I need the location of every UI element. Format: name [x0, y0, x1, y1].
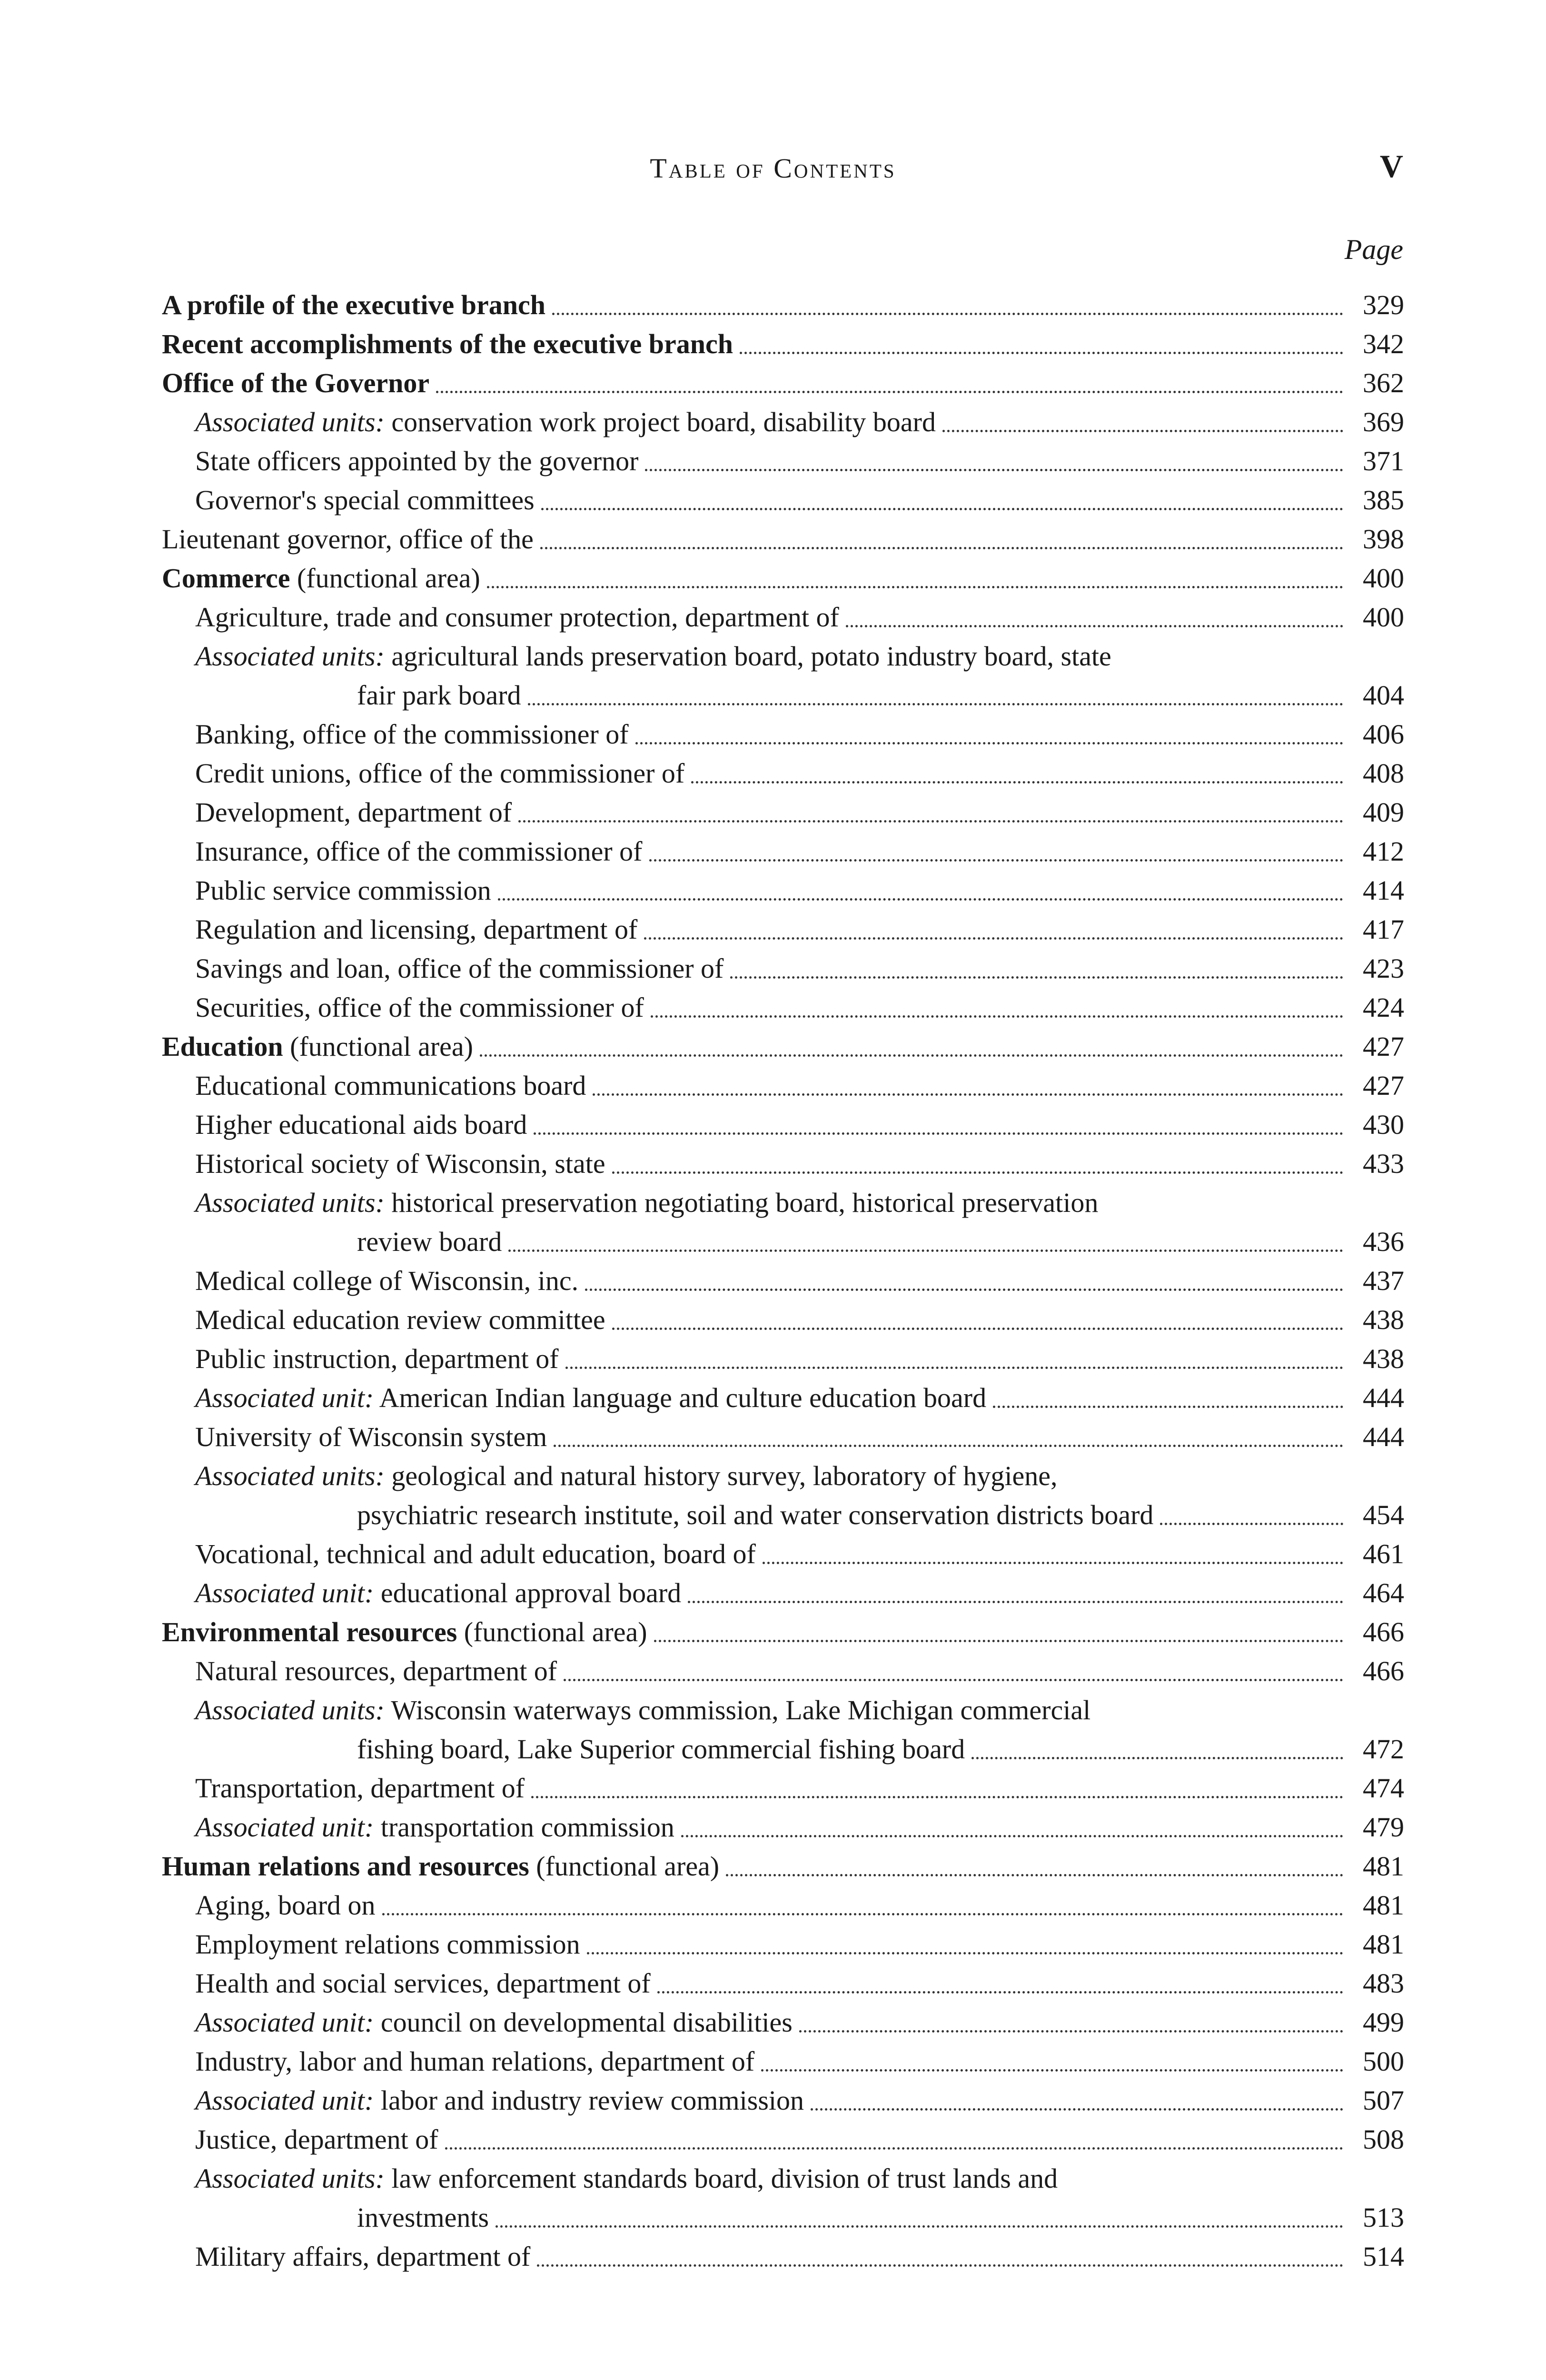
entry-label: [195, 442, 638, 481]
toc-entry: [162, 286, 1404, 325]
entry-text: Agriculture, trade and consumer protection, department of: [195, 602, 839, 633]
entry-page-number: 408: [1363, 758, 1404, 789]
entry-text: Public service commission: [195, 875, 491, 906]
entry-label: [195, 1964, 651, 2003]
entry-heading: Commerce: [162, 563, 290, 594]
entry-associated-label: Associated units:: [195, 1695, 385, 1726]
dot-leader: [541, 508, 1343, 510]
dot-leader: [552, 313, 1343, 315]
entry-associated-label: Associated units:: [195, 1460, 385, 1491]
dot-leader: [761, 2069, 1343, 2072]
dot-leader: [649, 859, 1344, 862]
entry-page-number: 417: [1363, 914, 1404, 945]
entry-label: [195, 1418, 547, 1457]
entry-page-number: 474: [1363, 1773, 1404, 1804]
toc-entry: [162, 832, 1404, 871]
dot-leader: [763, 1562, 1343, 1564]
entry-continuation-line: [195, 1222, 1404, 1261]
entry-label: [195, 1300, 605, 1339]
entry-first-line: [195, 1183, 1404, 1222]
entry-page-number: 400: [1363, 602, 1404, 633]
entry-text: American Indian language and culture education board: [374, 1382, 987, 1413]
toc-entry: [162, 1300, 1404, 1339]
entry-label: [195, 2003, 793, 2042]
entry-label: [195, 910, 637, 949]
entry-page-number: 412: [1363, 836, 1404, 867]
entry-label: [195, 2081, 804, 2120]
entry-page-number: 438: [1363, 1304, 1404, 1335]
dot-leader: [645, 469, 1343, 471]
entry-text: Historical society of Wisconsin, state: [195, 1148, 605, 1179]
dot-leader: [537, 2264, 1343, 2267]
dot-leader: [565, 1367, 1343, 1369]
dot-leader: [644, 937, 1343, 940]
entry-label: [195, 1144, 605, 1183]
page-column-label: Page: [1344, 234, 1403, 265]
entry-page-number: 481: [1363, 1890, 1404, 1921]
entry-page-number: 454: [1363, 1499, 1404, 1530]
entry-label: [195, 1886, 376, 1925]
dot-leader: [445, 2147, 1343, 2150]
page-header: [0, 148, 1546, 200]
dot-leader: [585, 1289, 1343, 1291]
entry-label: [195, 1066, 586, 1105]
entry-heading: Human relations and resources: [162, 1851, 529, 1882]
entry-label: [195, 1925, 580, 1964]
entry-page-number: 414: [1363, 875, 1404, 906]
dot-leader: [564, 1679, 1343, 1681]
entry-associated-label: Associated unit:: [195, 2085, 374, 2116]
entry-continuation-line: [195, 676, 1404, 715]
entry-text: geological and natural history survey, laboratory of hygiene,: [384, 1460, 1058, 1491]
entry-text: Justice, department of: [195, 2124, 438, 2155]
entry-text: Higher educational aids board: [195, 1109, 527, 1140]
dot-leader: [799, 2030, 1343, 2033]
entry-label: [162, 325, 733, 364]
entry-continuation: investments: [357, 2202, 489, 2233]
toc-entry: [162, 1183, 1404, 1261]
dot-leader: [508, 1250, 1343, 1252]
entry-label: [195, 871, 491, 910]
toc-entry: [162, 442, 1404, 481]
entry-associated-label: Associated units:: [195, 2163, 385, 2194]
dot-leader: [593, 1093, 1343, 1096]
toc-entry: [162, 1808, 1404, 1847]
toc-entry: [162, 403, 1404, 442]
toc-entry: [162, 1261, 1404, 1300]
toc-entry: [162, 910, 1404, 949]
entry-page-number: 513: [1363, 2202, 1404, 2233]
entry-text: Medical education review committee: [195, 1304, 605, 1335]
entry-label: [195, 1535, 756, 1574]
dot-leader: [740, 352, 1343, 354]
entry-text: transportation commission: [374, 1812, 674, 1843]
entry-label: [195, 988, 644, 1027]
dot-leader: [942, 430, 1343, 432]
entry-associated-label: Associated units:: [195, 1187, 385, 1218]
entry-page-number: 427: [1363, 1031, 1404, 1062]
entry-text: council on developmental disabilities: [374, 2007, 793, 2038]
entry-label: [162, 1847, 719, 1886]
entry-page-number: 466: [1363, 1616, 1404, 1647]
toc-entry: [162, 1847, 1404, 1886]
toc-entry: [162, 559, 1404, 598]
entry-label: [195, 1574, 681, 1613]
entry-page-number: 369: [1363, 407, 1404, 437]
entry-label: [195, 1339, 559, 1378]
entry-text: Insurance, office of the commissioner of: [195, 836, 643, 867]
dot-leader: [436, 391, 1343, 393]
entry-text: (functional area): [290, 563, 480, 594]
entry-label: [195, 1808, 674, 1847]
entry-label: [195, 641, 1111, 672]
entry-label: [195, 403, 936, 442]
entry-page-number: 514: [1363, 2241, 1404, 2272]
entry-text: Employment relations commission: [195, 1929, 580, 1960]
toc-entry: [162, 2237, 1404, 2276]
entry-text: Educational communications board: [195, 1070, 586, 1101]
entry-page-number: 424: [1363, 992, 1404, 1023]
dot-leader: [730, 976, 1343, 979]
entry-continuation: review board: [357, 1226, 502, 1257]
dot-leader: [993, 1406, 1343, 1408]
entry-page-number: 400: [1363, 563, 1404, 594]
entry-text: (functional area): [529, 1851, 720, 1882]
entry-text: University of Wisconsin system: [195, 1421, 547, 1452]
entry-label: [195, 715, 629, 754]
entry-first-line: [195, 637, 1404, 676]
entry-associated-label: Associated unit:: [195, 1577, 374, 1608]
toc-entry: [162, 1613, 1404, 1652]
dot-leader: [496, 2225, 1343, 2228]
entry-text: (functional area): [457, 1616, 647, 1647]
dot-leader: [691, 781, 1343, 783]
entry-page-number: 385: [1363, 485, 1404, 516]
toc-entry: [162, 988, 1404, 1027]
entry-page-number: 464: [1363, 1577, 1404, 1608]
toc-entry: [162, 1066, 1404, 1105]
entry-page-number: 507: [1363, 2085, 1404, 2116]
dot-leader: [540, 547, 1343, 549]
dot-leader: [528, 703, 1343, 705]
toc-entry: [162, 1652, 1404, 1691]
entry-label: [195, 832, 643, 871]
entry-page-number: 329: [1363, 289, 1404, 320]
entry-label: [162, 520, 534, 559]
entry-page-number: 404: [1363, 680, 1404, 711]
entry-associated-label: Associated unit:: [195, 1812, 374, 1843]
entry-text: Governor's special committees: [195, 485, 535, 516]
entry-text: agricultural lands preservation board, potato industry board, state: [384, 641, 1111, 672]
dot-leader: [846, 625, 1343, 627]
entry-page-number: 472: [1363, 1734, 1404, 1765]
entry-page-number: 461: [1363, 1538, 1404, 1569]
dot-leader: [498, 898, 1343, 901]
entry-label: [195, 2237, 530, 2276]
entry-heading: Education: [162, 1031, 283, 1062]
toc-entry: [162, 2042, 1404, 2081]
entry-page-number: 430: [1363, 1109, 1404, 1140]
entry-label: [195, 2163, 1058, 2194]
entry-label: [195, 1187, 1098, 1218]
dot-leader: [612, 1171, 1343, 1174]
entry-page-number: 479: [1363, 1812, 1404, 1843]
dot-leader: [1160, 1523, 1343, 1525]
toc-entry: [162, 1105, 1404, 1144]
toc-entry: [162, 1964, 1404, 2003]
toc-entry: [162, 1339, 1404, 1378]
entry-page-number: 436: [1363, 1226, 1404, 1257]
entry-page-number: 508: [1363, 2124, 1404, 2155]
toc-entry: [162, 598, 1404, 637]
entry-label: [195, 754, 684, 793]
toc-entry: [162, 1886, 1404, 1925]
toc-entry: [162, 793, 1404, 832]
entry-label: [195, 598, 839, 637]
dot-leader: [480, 1054, 1343, 1057]
entry-page-number: 437: [1363, 1265, 1404, 1296]
dot-leader: [651, 1015, 1343, 1018]
entry-text: Lieutenant governor, office of the: [162, 524, 534, 555]
entry-text: Vocational, technical and adult education, board of: [195, 1538, 756, 1569]
toc-entry: [162, 637, 1404, 715]
toc-entry: [162, 715, 1404, 754]
entry-page-number: 433: [1363, 1148, 1404, 1179]
toc-entry: [162, 949, 1404, 988]
entry-continuation: psychiatric research institute, soil and water conservation districts board: [357, 1499, 1154, 1530]
dot-leader: [688, 1601, 1343, 1603]
entry-associated-label: Associated unit:: [195, 2007, 374, 2038]
toc-entry: [162, 364, 1404, 403]
entry-page-number: 342: [1363, 328, 1404, 359]
toc-entry: [162, 325, 1404, 364]
running-title: Table of Contents: [650, 153, 896, 184]
entry-text: labor and industry review commission: [374, 2085, 804, 2116]
entry-text: Regulation and licensing, department of: [195, 914, 638, 945]
toc-entry: [162, 1027, 1404, 1066]
dot-leader: [487, 586, 1343, 588]
entry-continuation-line: [195, 2198, 1404, 2237]
dot-leader: [726, 1874, 1343, 1876]
entry-page-number: 481: [1363, 1929, 1404, 1960]
entry-associated-label: Associated units:: [195, 641, 385, 672]
dot-leader: [534, 1132, 1343, 1135]
entry-continuation-line: [195, 1496, 1404, 1535]
entry-text: conservation work project board, disability board: [384, 407, 936, 437]
entry-label: [195, 1261, 578, 1300]
entry-page-number: 406: [1363, 719, 1404, 750]
entry-heading: Office of the Governor: [162, 367, 430, 398]
entry-text: Industry, labor and human relations, department of: [195, 2046, 755, 2077]
entry-page-number: 444: [1363, 1421, 1404, 1452]
toc-entry: [162, 1457, 1404, 1535]
dot-leader: [681, 1835, 1343, 1837]
toc-entry: [162, 1144, 1404, 1183]
dot-leader: [612, 1328, 1343, 1330]
toc-entry: [162, 1925, 1404, 1964]
entry-text: Public instruction, department of: [195, 1343, 559, 1374]
entry-page-number: 499: [1363, 2007, 1404, 2038]
entry-text: historical preservation negotiating board, historical preservation: [384, 1187, 1099, 1218]
entry-first-line: [195, 1457, 1404, 1496]
dot-leader: [531, 1796, 1343, 1798]
table-of-contents: [162, 286, 1404, 2276]
toc-entry: [162, 2003, 1404, 2042]
dot-leader: [811, 2108, 1343, 2111]
entry-label: [195, 1460, 1058, 1491]
entry-page-number: 466: [1363, 1656, 1404, 1686]
entry-page-number: 409: [1363, 797, 1404, 828]
toc-entry: [162, 2120, 1404, 2159]
entry-label: [195, 481, 535, 520]
entry-heading: A profile of the executive branch: [162, 289, 545, 320]
page-numeral: V: [1379, 148, 1403, 184]
entry-text: Credit unions, office of the commissioner of: [195, 758, 685, 789]
entry-page-number: 500: [1363, 2046, 1404, 2077]
entry-label: [162, 1613, 647, 1652]
entry-text: Banking, office of the commissioner of: [195, 719, 629, 750]
toc-entry: [162, 1574, 1404, 1613]
entry-associated-label: Associated units:: [195, 407, 385, 437]
entry-label: [162, 559, 480, 598]
entry-page-number: 483: [1363, 1968, 1404, 1999]
entry-label: [195, 2120, 438, 2159]
entry-text: Securities, office of the commissioner of: [195, 992, 644, 1023]
entry-text: educational approval board: [374, 1577, 682, 1608]
entry-page-number: 398: [1363, 524, 1404, 555]
entry-label: [195, 793, 512, 832]
entry-label: [195, 2042, 754, 2081]
entry-text: Transportation, department of: [195, 1773, 525, 1804]
entry-page-number: 438: [1363, 1343, 1404, 1374]
entry-page-number: 362: [1363, 367, 1404, 398]
toc-entry: [162, 481, 1404, 520]
entry-text: Aging, board on: [195, 1890, 376, 1921]
entry-page-number: 427: [1363, 1070, 1404, 1101]
entry-page-number: 371: [1363, 446, 1404, 476]
dot-leader: [587, 1952, 1343, 1954]
toc-entry: [162, 2081, 1404, 2120]
toc-entry: [162, 2159, 1404, 2237]
toc-entry: [162, 1378, 1404, 1418]
toc-entry: [162, 871, 1404, 910]
dot-leader: [635, 742, 1343, 744]
entry-text: (functional area): [283, 1031, 473, 1062]
entry-label: [195, 949, 723, 988]
entry-label: [162, 286, 545, 325]
entry-text: State officers appointed by the governor: [195, 446, 639, 476]
entry-text: law enforcement standards board, division of trust lands and: [384, 2163, 1058, 2194]
entry-label: [195, 1695, 1090, 1726]
entry-continuation: fishing board, Lake Superior commercial fishing board: [357, 1734, 965, 1765]
entry-label: [195, 1105, 527, 1144]
entry-text: Military affairs, department of: [195, 2241, 531, 2272]
entry-continuation: fair park board: [357, 680, 521, 711]
entry-label: [195, 1769, 525, 1808]
entry-text: Development, department of: [195, 797, 512, 828]
toc-entry: [162, 520, 1404, 559]
entry-page-number: 444: [1363, 1382, 1404, 1413]
dot-leader: [554, 1445, 1343, 1447]
entry-label: [195, 1652, 557, 1691]
dot-leader: [657, 1991, 1343, 1993]
entry-label: [162, 1027, 473, 1066]
entry-text: Medical college of Wisconsin, inc.: [195, 1265, 579, 1296]
toc-entry: [162, 1535, 1404, 1574]
entry-page-number: 423: [1363, 953, 1404, 984]
entry-label: [195, 1378, 986, 1418]
entry-first-line: [195, 1691, 1404, 1730]
entry-label: [162, 364, 429, 403]
entry-continuation-line: [195, 1730, 1404, 1769]
toc-entry: [162, 1691, 1404, 1769]
entry-text: Health and social services, department of: [195, 1968, 651, 1999]
dot-leader: [518, 820, 1343, 823]
dot-leader: [971, 1757, 1343, 1759]
entry-heading: Environmental resources: [162, 1616, 457, 1647]
dot-leader: [382, 1913, 1343, 1915]
toc-entry: [162, 1769, 1404, 1808]
entry-text: Natural resources, department of: [195, 1656, 557, 1686]
toc-entry: [162, 1418, 1404, 1457]
toc-entry: [162, 754, 1404, 793]
entry-associated-label: Associated unit:: [195, 1382, 374, 1413]
entry-text: Savings and loan, office of the commissioner of: [195, 953, 724, 984]
entry-heading: Recent accomplishments of the executive branch: [162, 328, 733, 359]
entry-page-number: 481: [1363, 1851, 1404, 1882]
entry-text: Wisconsin waterways commission, Lake Michigan commercial: [384, 1695, 1091, 1726]
dot-leader: [654, 1640, 1343, 1642]
entry-first-line: [195, 2159, 1404, 2198]
